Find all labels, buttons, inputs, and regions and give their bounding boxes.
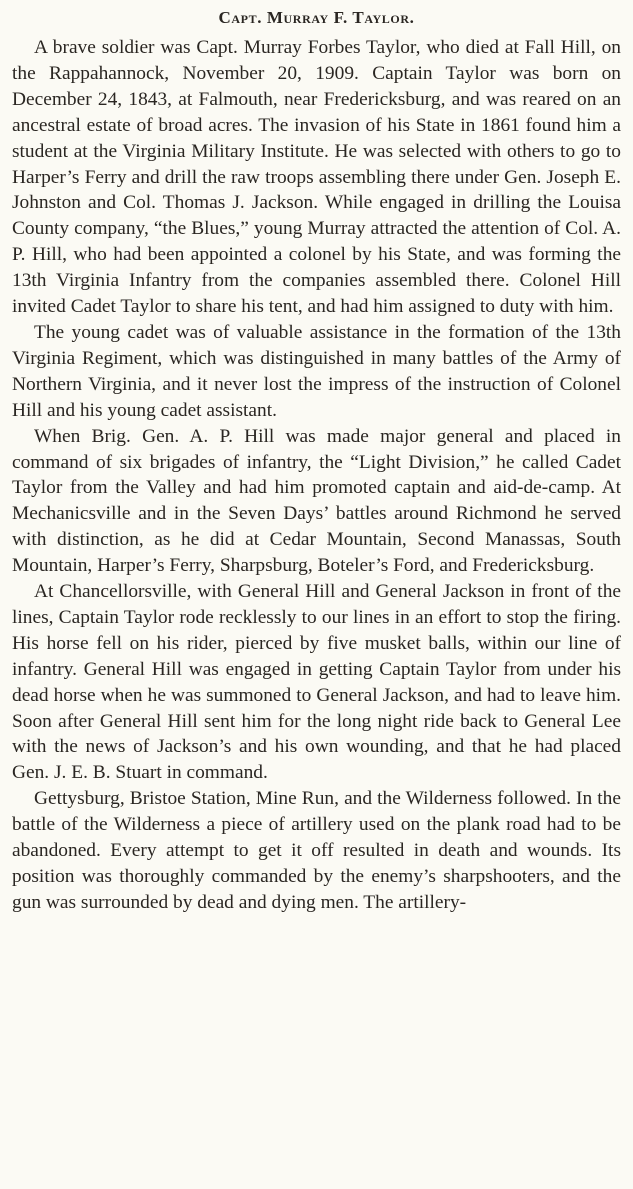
paragraph-4: At Chancellorsville, with General Hill and General Jackson in front of the lines, Captain Taylor rode recklessly to our lines in an effort to stop the firing. His horse fell on his rider, pierced by five musket balls, within our line of infantry. General Hill was engaged in getting Captain Taylor from under his dead horse when he was summoned to General Jackson, and had to leave him. Soon after General Hill sent him for the long night ride back to General Lee with the news of Jackson’s and his own wounding, and that he had placed Gen. J. E. B. Stuart in command. xyxy=(12,581,621,784)
paragraph-1: A brave soldier was Capt. Murray Forbes Taylor, who died at Fall Hill, on the Rappahannock, November 20, 1909. Captain Taylor was born on December 24, 1843, at Falmouth, near Fredericksburg, and was reared on an ancestral estate of broad acres. The invasion of his State in 1861 found him a student at the Virginia Military Institute. He was selected with others to go to Harper’s Ferry and drill the raw troops assembling there under Gen. Joseph E. Johnston and Col. Thomas J. Jackson. While engaged in drilling the Louisa County company, “the Blues,” young Murray attracted the attention of Col. A. P. Hill, who had been appointed a colonel by his State, and was forming the 13th Virginia Infantry from the companies assembled there. Colonel Hill invited Cadet Taylor to share his tent, and had him assigned to duty with him. xyxy=(12,37,621,318)
paragraph-3: When Brig. Gen. A. P. Hill was made major general and placed in command of six brigades of infantry, the “Light Division,” he called Cadet Taylor from the Valley and had him promoted captain and aid-de-camp. At Mechanicsville and in the Seven Days’ battles around Richmond he served with distinction, as he did at Cedar Mountain, Second Manassas, South Mountain, Harper’s Ferry, Sharpsburg, Boteler’s Ford, and Fredericksburg. xyxy=(12,425,621,577)
paragraph-2: The young cadet was of valuable assistance in the formation of the 13th Virginia Regiment, which was distinguished in many battles of the Army of Northern Virginia, and it never lost the impress of the instruction of Colonel Hill and his young cadet assistant. xyxy=(12,321,621,421)
article-title: Capt. Murray F. Taylor. xyxy=(218,8,415,27)
paragraph-5: Gettysburg, Bristoe Station, Mine Run, and the Wilderness followed. In the battle of the Wilderness a piece of artillery used on the plank road had to be abandoned. Every attempt to get it off resulted in death and wounds. Its position was thoroughly commanded by the enemy’s sharpshooters, and the gun was surrounded by dead and dying men. The artillery- xyxy=(12,788,621,913)
